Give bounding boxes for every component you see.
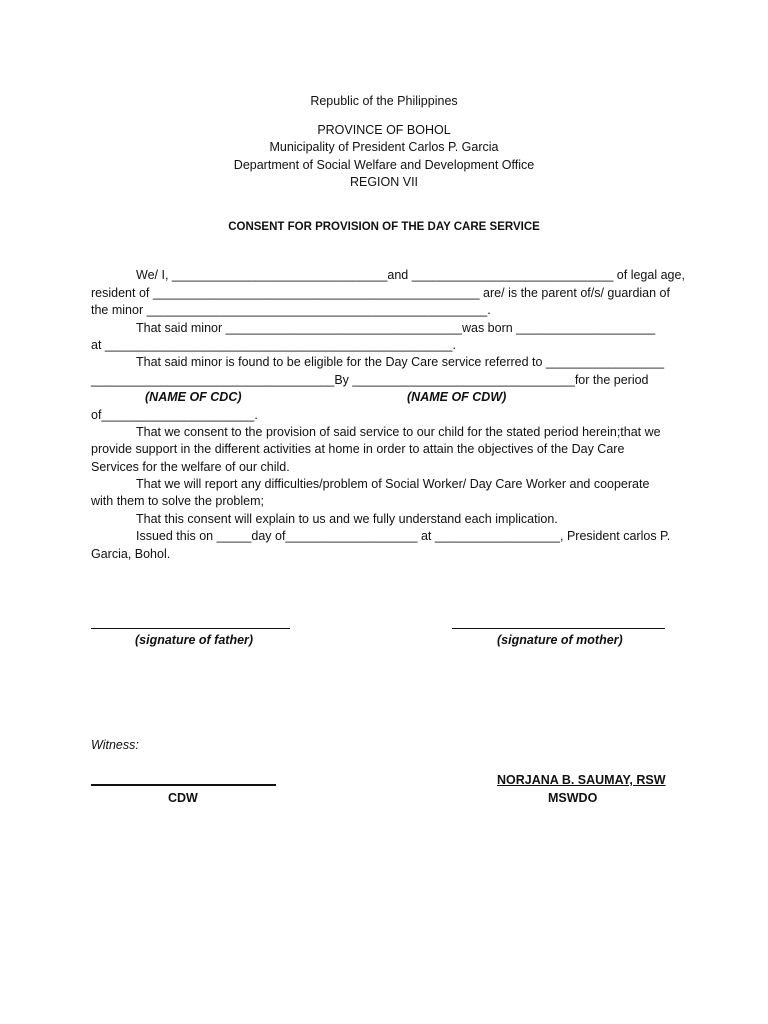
paragraph-issued-1: Issued this on _____day of___________________ at __________________, President carlos P. bbox=[136, 529, 671, 543]
mswdo-officer-name: NORJANA B. SAUMAY, RSW bbox=[497, 773, 666, 787]
paragraph-consent-3: Services for the welfare of our child. bbox=[91, 460, 290, 474]
body-line-residence: resident of _______________________________________________ are/ is the parent of/s/ guardian of bbox=[91, 286, 670, 300]
mother-signature-label: (signature of mother) bbox=[497, 633, 623, 647]
republic-heading: Republic of the Philippines bbox=[310, 94, 458, 108]
document-title: CONSENT FOR PROVISION OF THE DAY CARE SERVICE bbox=[228, 221, 540, 233]
body-line-eligibility: That said minor is found to be eligible for the Day Care service referred to _________________ bbox=[136, 355, 665, 369]
mother-signature-line bbox=[452, 628, 665, 629]
body-line-birthplace: at __________________________________________________. bbox=[91, 338, 456, 352]
region-heading: REGION VII bbox=[349, 175, 419, 189]
body-line-period: of______________________. bbox=[91, 408, 258, 422]
cdw-label: CDW bbox=[168, 791, 198, 805]
paragraph-consent-1: That we consent to the provision of said service to our child for the stated period herein;that we bbox=[136, 425, 661, 439]
paragraph-understand: That this consent will explain to us and we fully understand each implication. bbox=[136, 512, 558, 526]
cdw-name-label: (NAME OF CDW) bbox=[407, 390, 507, 404]
province-heading: PROVINCE OF BOHOL bbox=[317, 123, 451, 137]
witness-label: Witness: bbox=[91, 738, 139, 752]
cdw-signature-line bbox=[91, 784, 276, 786]
municipality-heading: Municipality of President Carlos P. Garcia bbox=[269, 140, 499, 154]
department-heading: Department of Social Welfare and Development Office bbox=[233, 158, 535, 172]
cdc-name-label: (NAME OF CDC) bbox=[145, 390, 242, 404]
paragraph-report-2: with them to solve the problem; bbox=[91, 494, 264, 508]
body-line-names: We/ I, _______________________________and _____________________________ of legal age, bbox=[136, 268, 685, 282]
body-line-cdc-cdw: ___________________________________By ________________________________for the period bbox=[91, 373, 649, 387]
body-line-minor: the minor _________________________________________________. bbox=[91, 303, 491, 317]
father-signature-line bbox=[91, 628, 290, 629]
father-signature-label: (signature of father) bbox=[135, 633, 254, 647]
body-line-birth: That said minor __________________________________was born ____________________ bbox=[136, 321, 656, 335]
paragraph-issued-2: Garcia, Bohol. bbox=[91, 547, 171, 561]
paragraph-consent-2: provide support in the different activities at home in order to attain the objectives of the Day Care bbox=[91, 442, 625, 456]
mswdo-title: MSWDO bbox=[548, 791, 598, 805]
paragraph-report-1: That we will report any difficulties/problem of Social Worker/ Day Care Worker and cooperate bbox=[136, 477, 650, 491]
